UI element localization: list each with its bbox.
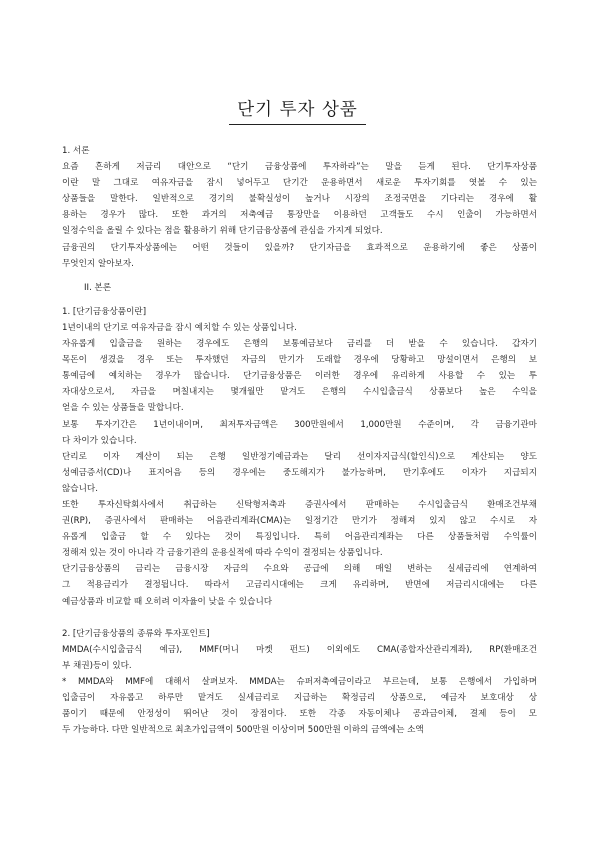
- introduction-paragraph-2: [62, 240, 537, 272]
- text-line: 요즘 흔하게 저금리 대안으로 “단기 금융상품에 투자하라”는 말을 듣게 된다. 단기투자상품: [62, 162, 537, 173]
- text-line: 무엇인지 알아보자.: [62, 258, 134, 269]
- text-line: 자유롭게 입출금을 원하는 경우에도 은행의 보통예금보다 금리를 더 받을 수 있습니다. 갑자기: [62, 339, 537, 350]
- section-heading-main: II. 본론: [84, 282, 112, 293]
- text-line: 않습니다.: [62, 483, 98, 494]
- document-title: 단기 투자 상품: [229, 96, 366, 125]
- text-line: 통예금에 예치하는 경우가 많습니다. 단기금융상품은 이러한 경우에 유리하게 사용할 수 있는 투: [62, 371, 537, 382]
- text-line: 보통 투자기간은 1년이내이며, 최저투자금액은 300만원에서 1,000만원 수준이며, 각 금융기관마: [62, 419, 537, 430]
- document-body: [62, 143, 537, 738]
- text-line: 품이기 때문에 안정성이 뛰어난 것이 장점이다. 또한 각종 자동이체나 공과금이체, 결제 등이 모: [62, 709, 537, 720]
- text-line: 입출금이 자유롭고 하루만 맡겨도 실세금리로 지급하는 확정금리 상품으로, 예금자 보호대상 상: [62, 693, 537, 704]
- text-line: 단기금융상품의 금리는 금융시장 자금의 수요와 공급에 의해 매일 변하는 실세금리에 연계하여: [62, 564, 537, 575]
- text-line: 정해져 있는 것이 아니라 각 금융기관의 운용실적에 따라 수익이 결정되는 상품입니다.: [62, 548, 383, 559]
- text-line: * MMDA와 MMF에 대해서 살펴보자. MMDA는 슈퍼저축예금이라고 부르는데, 보통 은행에서 가입하며: [62, 677, 537, 687]
- text-line: 얻을 수 있는 상품들을 말합니다.: [62, 403, 184, 414]
- text-line: 그 적용금리가 결정됩니다. 따라서 고금리시대에는 크게 유리하며, 반면에 저금리시대에는 다른: [62, 580, 537, 591]
- text-line: 이란 말 그대로 여유자금을 잠시 넣어두고 단기간 운용하면서 새로운 투자기회를 엿볼 수 있는: [62, 178, 537, 189]
- definition-paragraphs: [62, 320, 537, 610]
- text-line: 또한 투자신탁회사에서 취급하는 신탁형저축과 증권사에서 판매하는 수시입출금식 환매조건부채: [62, 499, 537, 510]
- text-line: 다 차이가 있습니다.: [62, 435, 137, 446]
- text-line: 금융권의 단기투자상품에는 어떤 것들이 있을까? 단기자금을 효과적으로 운용하기에 좋은 상품이: [62, 242, 537, 253]
- text-line: MMDA(수시입출금식 예금), MMF(머니 마켓 펀드) 이외에도 CMA(종합자산관리계좌), RP(환매조건: [62, 644, 537, 655]
- text-line: 1년이내의 단기로 여유자금을 잠시 예치할 수 있는 상품입니다.: [62, 322, 297, 333]
- text-line: 단리로 이자 계산이 되는 은행 일반정기예금과는 달리 선이자지급식(할인식)으로 계산되는 양도: [62, 451, 537, 462]
- text-line: 두 가능하다. 다만 일반적으로 최초가입금액이 500만원 이상이며 500만원 이하의 금액에는 소액: [62, 725, 424, 736]
- title-block: [0, 96, 595, 125]
- subsection-heading-types: 2. [단기금융상품의 종류와 투자포인트]: [62, 628, 210, 639]
- text-line: 권(RP), 증권사에서 판매하는 어음관리계좌(CMA)는 일정기간 만기가 정해져 있지 않고 수시로 자: [62, 516, 537, 527]
- text-line: 용하는 경우가 많다. 또한 과거의 저축예금 통장만을 이용하던 고객들도 수시 인출이 가능하면서: [62, 210, 537, 221]
- text-line: 자대상으로서, 자금을 며칠내지는 몇개월만 맡겨도 은행의 수시입출금식 상품보다 높은 수익을: [62, 387, 537, 398]
- introduction-paragraph: [62, 159, 537, 239]
- text-line: 부 채권)등이 있다.: [62, 660, 132, 671]
- text-line: 유롭게 입출금 할 수 있다는 것이 특징입니다. 특히 어음관리계좌는 다른 상품들처럼 수익률이: [62, 532, 537, 543]
- text-line: 상품들을 말한다. 일반적으로 경기의 불확실성이 높거나 시장의 조정국면을 기다리는 경우에 활: [62, 194, 537, 205]
- text-line: 일정수익을 올릴 수 있다는 점을 활용하기 위해 단기금융상품에 관심을 가지게 되었다.: [62, 226, 383, 237]
- subsection-heading-definition: 1. [단기금융상품이란]: [62, 306, 147, 317]
- text-line: 예금상품과 비교할 때 오히려 이자율이 낮을 수 있습니다: [62, 596, 273, 607]
- text-line: 목돈이 생겼을 경우 또는 투자했던 자금의 만기가 도래할 경우에 당황하고 망설이면서 은행의 보: [62, 355, 537, 366]
- types-paragraphs: [62, 642, 537, 739]
- text-line: 성예금증서(CD)나 표지어음 등의 경우에는 중도해지가 불가능하며, 만기후에도 이자가 지급되지: [62, 467, 537, 478]
- section-heading-introduction: 1. 서론: [62, 146, 90, 156]
